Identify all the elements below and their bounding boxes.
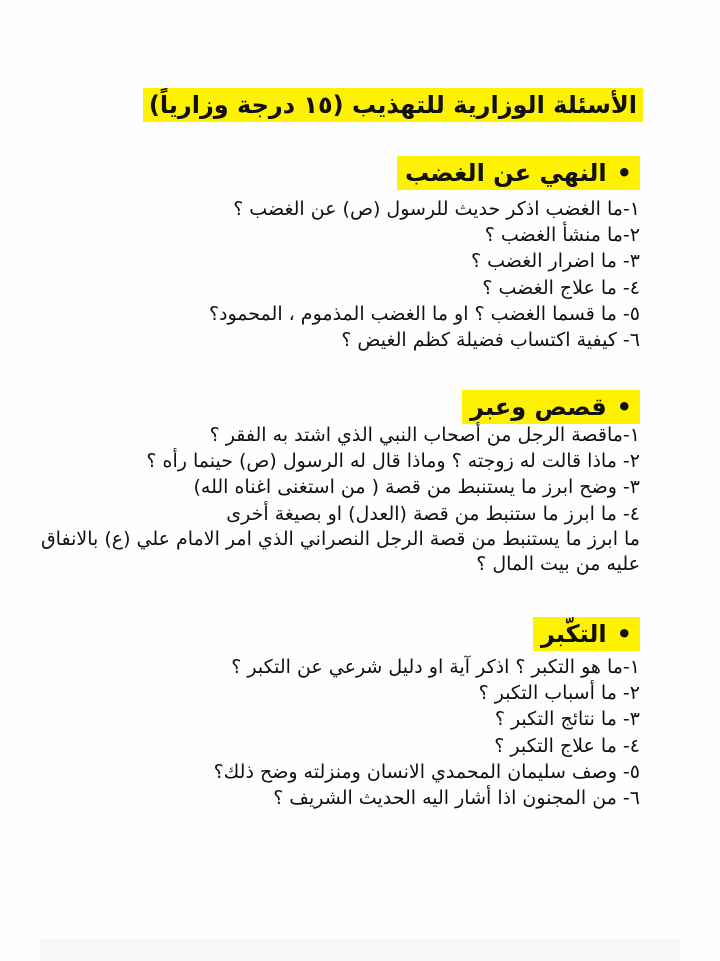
question-item: ١-ماقصة الرجل من أصحاب النبي الذي اشتد به الفقر ؟ bbox=[209, 424, 640, 446]
document-title: الأسئلة الوزارية للتهذيب (١٥ درجة وزارياً) bbox=[143, 88, 643, 122]
question-item: ٦- كيفية اكتساب فضيلة كظم الغيض ؟ bbox=[341, 329, 640, 352]
question-item: ٦- من المجنون اذا أشار اليه الحديث الشريف ؟ bbox=[273, 787, 640, 810]
section-title-text: قصص وعبر bbox=[470, 393, 607, 421]
question-item: ٥- ما قسما الغضب ؟ او ما الغضب المذموم ، المحمود؟ bbox=[208, 302, 640, 325]
bullet-icon: • bbox=[616, 393, 632, 421]
bullet-icon: • bbox=[616, 620, 632, 648]
question-item: ٢- ماذا قالت له زوجته ؟ وماذا قال له الرسول (ص) حينما رأه ؟ bbox=[146, 450, 640, 473]
section-title-stories bbox=[462, 390, 640, 424]
question-item: ما ابرز ما يستنبط من قصة الرجل النصراني الذي امر الامام علي (ع) بالانفاق عليه من بيت المال ؟ bbox=[40, 527, 640, 575]
question-item: ٣- ما نتائج التكبر ؟ bbox=[494, 708, 640, 731]
question-item: ١-ما هو التكبر ؟ اذكر آية او دليل شرعي عن التكبر ؟ bbox=[231, 656, 640, 678]
question-list-anger bbox=[40, 196, 640, 353]
page-bottom-edge bbox=[40, 939, 680, 961]
question-item: ٥- وصف سليمان المحمدي الانسان ومنزلته وضح ذلك؟ bbox=[213, 760, 640, 783]
question-list-arrogance bbox=[40, 654, 640, 811]
question-item: ٣- وضح ابرز ما يستنبط من قصة ( من استغنى اغناه الله) bbox=[193, 476, 640, 499]
section-title-text: النهي عن الغضب bbox=[404, 159, 607, 187]
question-item: ٤- ما ابرز ما ستنبط من قصة (العدل) او بصيغة أخرى bbox=[226, 502, 640, 525]
question-item: ٢- ما أسباب التكبر ؟ bbox=[478, 682, 640, 705]
question-item: ١-ما الغضب اذكر حديث للرسول (ص) عن الغضب ؟ bbox=[233, 198, 640, 220]
question-item: ٢-ما منشأ الغضب ؟ bbox=[484, 224, 640, 247]
bullet-icon: • bbox=[616, 159, 632, 187]
section-title-anger bbox=[397, 156, 640, 190]
question-item: ٣- ما اضرار الغضب ؟ bbox=[470, 250, 640, 273]
question-item: ٤- ما علاج الغضب ؟ bbox=[482, 276, 640, 299]
question-item: ٤- ما علاج التكبر ؟ bbox=[494, 734, 640, 757]
question-list-stories bbox=[40, 422, 640, 577]
section-title-arrogance bbox=[533, 617, 640, 651]
section-title-text: التكّبر bbox=[540, 620, 607, 648]
